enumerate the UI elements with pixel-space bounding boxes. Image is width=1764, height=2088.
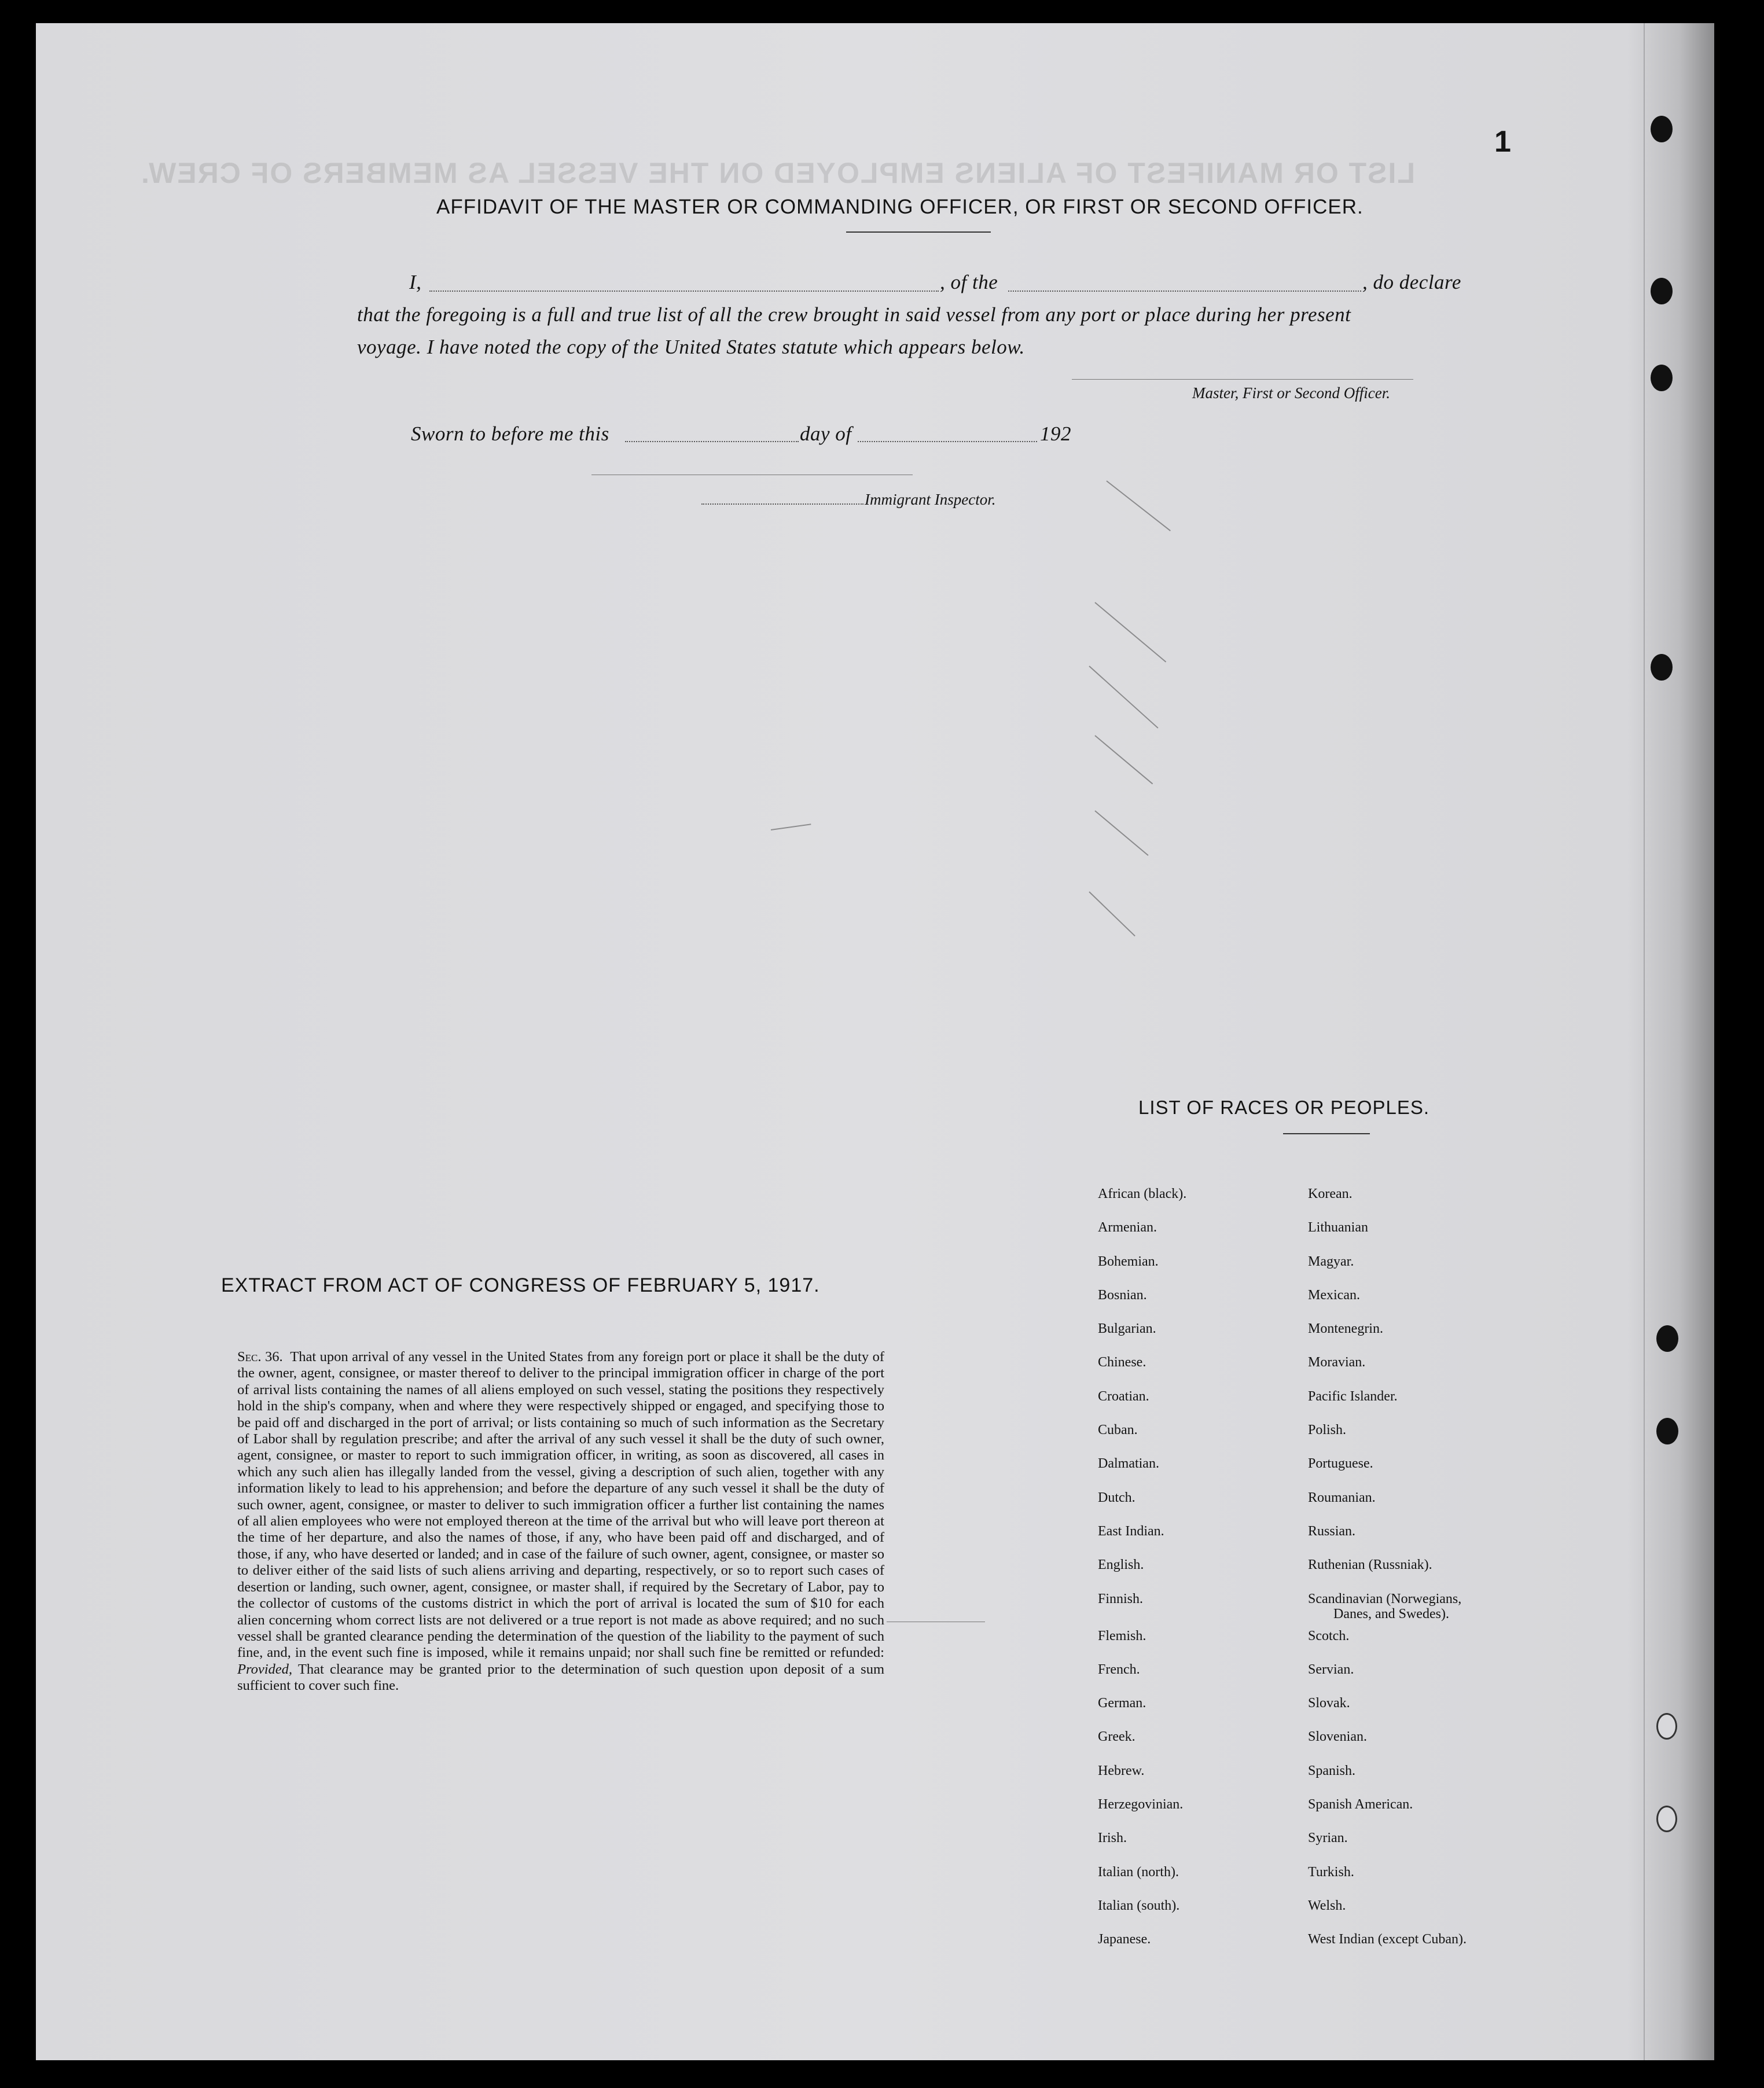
sworn-month-field[interactable] bbox=[858, 441, 1037, 442]
binder-hole-7 bbox=[1656, 1713, 1677, 1740]
race-item: Slovenian. bbox=[1308, 1729, 1367, 1745]
race-item: Dutch. bbox=[1098, 1490, 1135, 1505]
race-item: Irish. bbox=[1098, 1830, 1127, 1846]
race-item: Italian (north). bbox=[1098, 1864, 1179, 1880]
affidavit-title-rule bbox=[846, 231, 991, 233]
year-label: 192 bbox=[1040, 422, 1071, 445]
race-item: Chinese. bbox=[1098, 1355, 1146, 1370]
affidavit-line-3: voyage. I have noted the copy of the United States statute which appears below. bbox=[357, 336, 1025, 358]
section-body: That upon arrival of any vessel in the United States from any foreign port or place it shall be the duty of the owner, agent, consignee, or master thereof to deliver to the principal immigration officer in charge of the port of arrival lists containing the names of all aliens employed on such vessel, stating the positions they respectively hold in the ship's company, when and where they were respectively shipped or engaged, and specifying those to be paid off and discharged in the port of arrival; or lists containing so much of such information as the Secretary of Labor shall by regulation prescribe; and after the arrival of any such vessel it shall be the duty of such owner, agent, consignee, or master to report to such immigration officer, in writing, as soon as discovered, all cases in which any such alien has illegally landed from the vessel, giving a description of such alien, together with any information likely to lead to his apprehension; and before the departure of any such vessel it shall be the duty of such owner, agent, consignee, or master to deliver to such immigration officer a further list containing the names of all alien employees who were not employed thereon at the time of the arrival but who will leave port thereon at the time of her departure, and also the names of those, if any, who have been paid off and discharged, and of those, if any, who have deserted or landed; and in case of the failure of such owner, agent, consignee, or master so to deliver either of the said lists of such aliens arriving and departing, respectively, or so to report such cases of desertion or landing, such owner, agent, consignee, or master shall, if required by the Secretary of Labor, pay to the collector of customs of the customs district in which the port of arrival is located the sum of $10 for each alien concerning whom correct lists are not delivered or a true report is not made as above required; and no such vessel shall be granted clearance pending the determination of the question of the liability to the payment of such fine, and, in the event such fine is imposed, while it remains unpaid; nor shall such fine be remitted or refunded: bbox=[237, 1349, 885, 1661]
race-item: Portuguese. bbox=[1308, 1456, 1373, 1472]
race-item: Pacific Islander. bbox=[1308, 1388, 1398, 1404]
race-item: African (black). bbox=[1098, 1186, 1187, 1201]
vessel-name-field[interactable] bbox=[1008, 291, 1361, 292]
race-item: Moravian. bbox=[1308, 1355, 1366, 1370]
race-item: Lithuanian bbox=[1308, 1220, 1368, 1236]
day-of-label: day of bbox=[800, 422, 852, 445]
inspector-label: Immigrant Inspector. bbox=[865, 491, 996, 508]
race-item: Syrian. bbox=[1308, 1830, 1348, 1846]
race-item: Italian (south). bbox=[1098, 1898, 1180, 1913]
race-item: Turkish. bbox=[1308, 1864, 1354, 1880]
races-right-column bbox=[1308, 1186, 1467, 1966]
race-item: Montenegrin. bbox=[1308, 1321, 1383, 1337]
race-item: Croatian. bbox=[1098, 1388, 1149, 1404]
race-item: Welsh. bbox=[1308, 1898, 1346, 1913]
race-item: Finnish. bbox=[1098, 1591, 1144, 1607]
race-item: Magyar. bbox=[1308, 1253, 1354, 1269]
extract-title: EXTRACT FROM ACT OF CONGRESS OF FEBRUARY 5, 1917. bbox=[221, 1274, 820, 1296]
race-item bbox=[1308, 1591, 1467, 1629]
race-item-line: Danes, and Swedes). bbox=[1333, 1606, 1449, 1622]
race-item: Dalmatian. bbox=[1098, 1456, 1159, 1472]
master-signature-label: Master, First or Second Officer. bbox=[1192, 384, 1390, 402]
races-title-rule bbox=[1283, 1133, 1370, 1134]
race-item: Bohemian. bbox=[1098, 1253, 1159, 1269]
race-item: Russian. bbox=[1308, 1523, 1356, 1539]
sworn-day-field[interactable] bbox=[625, 441, 799, 442]
affidavit-of-the-label: , of the bbox=[940, 271, 998, 293]
race-item: Armenian. bbox=[1098, 1220, 1157, 1236]
races-left-column bbox=[1098, 1186, 1186, 1966]
race-item: Spanish American. bbox=[1308, 1797, 1413, 1813]
race-item: Greek. bbox=[1098, 1729, 1135, 1745]
stray-mark bbox=[1106, 480, 1171, 531]
races-title: LIST OF RACES OR PEOPLES. bbox=[1138, 1097, 1430, 1118]
page-marker: 1 bbox=[1494, 125, 1511, 159]
provided-label: Provided, bbox=[237, 1661, 293, 1677]
race-item: West Indian (except Cuban). bbox=[1308, 1932, 1467, 1947]
race-item: French. bbox=[1098, 1661, 1140, 1677]
affidavit-i-label: I, bbox=[409, 271, 422, 293]
stray-mark bbox=[1094, 735, 1153, 784]
race-item: Slovak. bbox=[1308, 1696, 1350, 1711]
binder-hole-6 bbox=[1656, 1418, 1678, 1444]
binder-hole-3 bbox=[1651, 365, 1673, 391]
affidavit-title: AFFIDAVIT OF THE MASTER OR COMMANDING OFFICER, OR FIRST OR SECOND OFFICER. bbox=[436, 196, 1364, 218]
race-item: Japanese. bbox=[1098, 1932, 1151, 1947]
stray-mark bbox=[771, 824, 811, 830]
master-signature-line[interactable] bbox=[1072, 379, 1413, 380]
race-item: Cuban. bbox=[1098, 1422, 1138, 1438]
race-item: Polish. bbox=[1308, 1422, 1347, 1438]
section-label: Sec. 36. bbox=[237, 1349, 283, 1365]
race-item: English. bbox=[1098, 1557, 1144, 1573]
binder-hole-5 bbox=[1656, 1325, 1678, 1352]
binder-hole-2 bbox=[1651, 278, 1673, 304]
inspector-dotted-line bbox=[701, 503, 863, 505]
race-item: Mexican. bbox=[1308, 1287, 1360, 1303]
binder-hole-8 bbox=[1656, 1806, 1677, 1832]
race-item: Bulgarian. bbox=[1098, 1321, 1156, 1337]
race-item: Korean. bbox=[1308, 1186, 1353, 1201]
race-item-line: Scandinavian (Norwegians, bbox=[1308, 1591, 1462, 1607]
stray-mark bbox=[1089, 891, 1135, 936]
race-item: Herzegovinian. bbox=[1098, 1797, 1184, 1813]
race-item: Scotch. bbox=[1308, 1628, 1350, 1644]
bleed-through-text: LIST OR MANIFEST OF ALIENS EMPLOYED ON THE VESSEL AS MEMBERS OF CREW. bbox=[140, 157, 1415, 189]
binder-hole-1 bbox=[1651, 116, 1673, 142]
sworn-label: Sworn to before me this bbox=[411, 422, 609, 445]
act-section-text bbox=[237, 1349, 884, 1694]
race-item: East Indian. bbox=[1098, 1523, 1164, 1539]
master-name-field[interactable] bbox=[429, 291, 939, 292]
race-item: Servian. bbox=[1308, 1661, 1354, 1677]
race-item: Spanish. bbox=[1308, 1763, 1356, 1778]
affidavit-do-declare-label: , do declare bbox=[1362, 271, 1461, 293]
race-item: German. bbox=[1098, 1696, 1146, 1711]
race-item: Hebrew. bbox=[1098, 1763, 1145, 1778]
race-item: Flemish. bbox=[1098, 1628, 1146, 1644]
affidavit-line-2: that the foregoing is a full and true list of all the crew brought in said vessel from any port or place during her present bbox=[357, 303, 1351, 326]
race-item: Roumanian. bbox=[1308, 1490, 1376, 1505]
stray-mark bbox=[1089, 666, 1158, 729]
race-item: Ruthenian (Russniak). bbox=[1308, 1557, 1432, 1573]
provided-text: That clearance may be granted prior to the determination of such question upon deposit of a sum sufficient to cover such fine. bbox=[237, 1661, 885, 1694]
stray-mark bbox=[1094, 810, 1148, 856]
stray-mark bbox=[1094, 602, 1166, 662]
binder-hole-4 bbox=[1651, 654, 1673, 681]
race-item: Bosnian. bbox=[1098, 1287, 1147, 1303]
torn-right-edge bbox=[1627, 23, 1714, 2060]
document-sheet bbox=[36, 23, 1714, 2060]
